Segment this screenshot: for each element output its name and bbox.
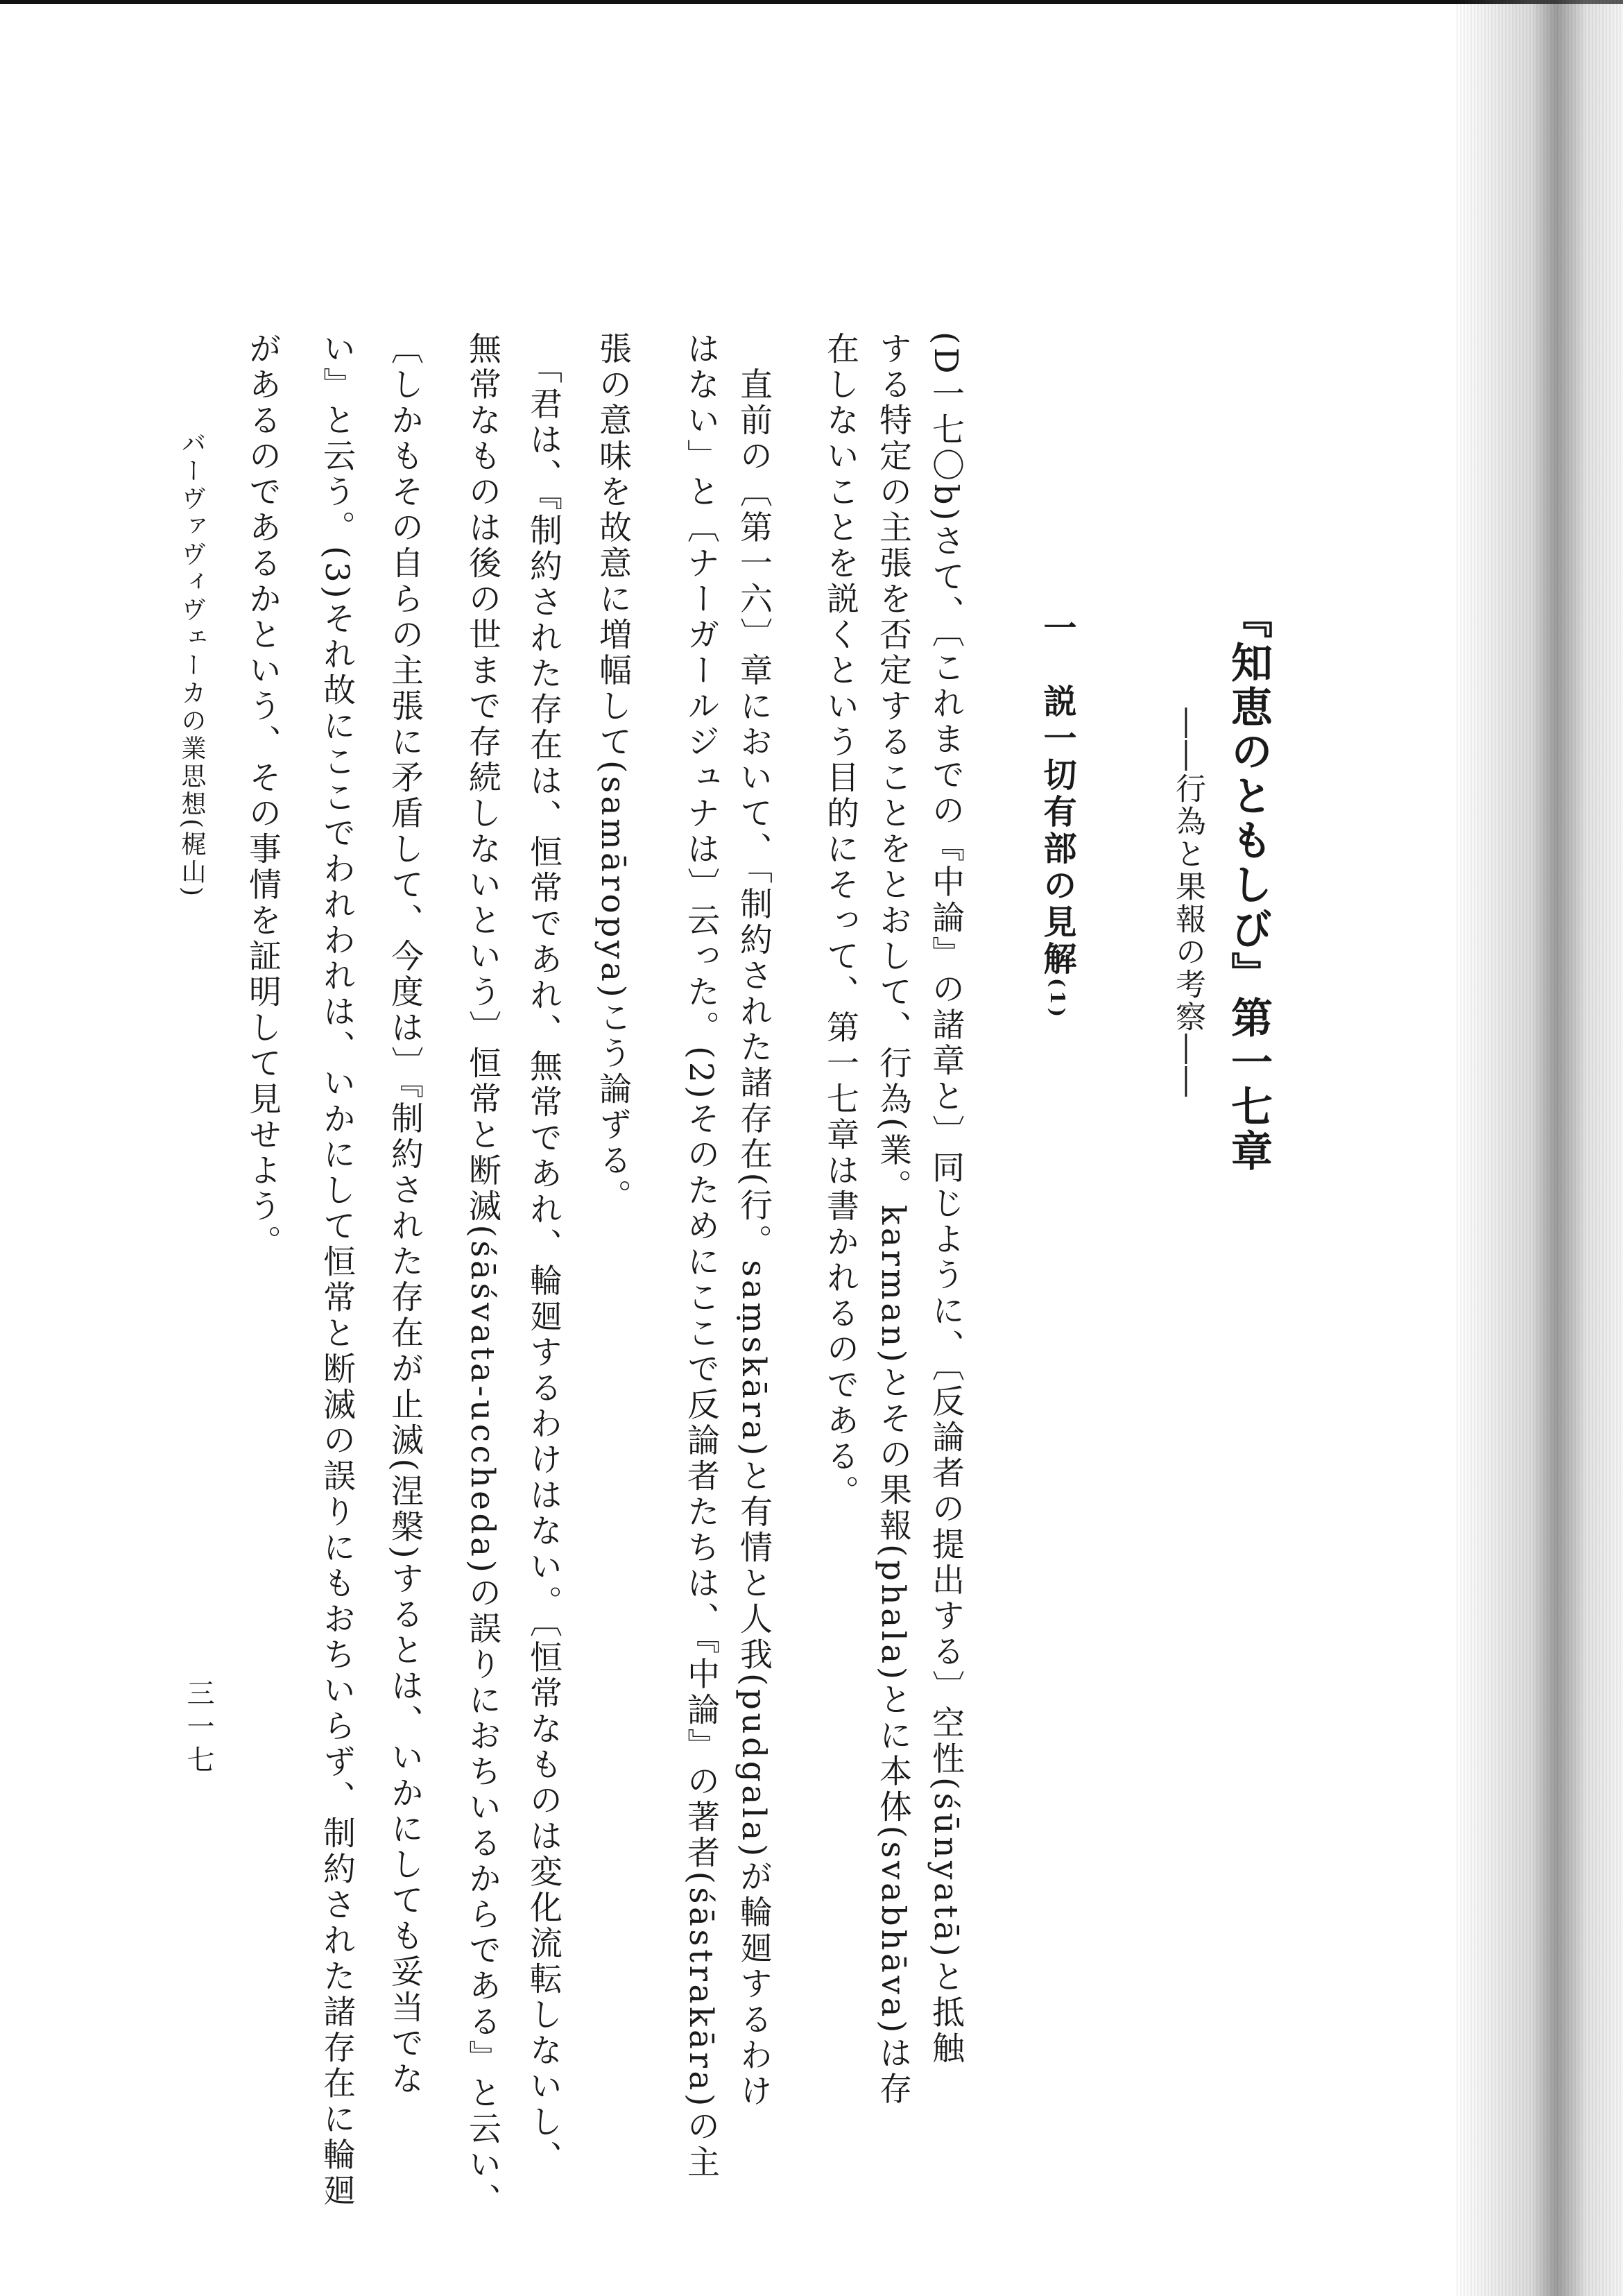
body-line: 張の意味を故意に増幅して(samāropya)こう論ずる。 [594,332,632,1215]
section-heading-text: 一 説一切有部の見解 [1038,610,1076,978]
page-number: 三一七 [182,1679,214,1779]
chapter-title: 『知恵のともしび』第一七章 [1224,597,1273,1174]
top-rule [0,0,1623,4]
body-line: する特定の主張を否定することをとおして、行為(業。karman)とその果報(phala)とに本体(svabhāva)は存 [874,332,912,2107]
scan-shadow [1457,0,1623,2296]
chapter-subtitle: ――行為と果報の考察―― [1170,708,1205,1099]
running-head: バーヴァヴィヴェーカの業思想(梶山) [178,430,206,900]
body-line: い』と云う。(3)それ故にここでわれわれは、いかにして恒常と断滅の誤りにもおちいらず、制約された諸存在に輪廻 [318,332,356,2209]
body-line: (D一七〇b)さて、〔これまでの『中論』の諸章と〕同じように、〔反論者の提出する〕空性(śūnyatā)と抵触 [927,332,965,2067]
body-line: 無常なものは後の世まで存続しないという〕恒常と断滅(śāśvata-uccheda)の誤りにおちいるからである』と云い、 [463,332,501,2219]
body-line: 在しないことを説くという目的にそって、第一七章は書かれるのである。 [821,332,859,1511]
section-footnote-mark: (1) [1046,978,1069,1020]
body-line: 直前の〔第一六〕章において、「制約された諸存在(行。saṃskāra)と有情と人我(pudgala)が輪廻するわけ [735,332,773,2110]
body-line: があるのであるかという、その事情を証明して見せよう。 [243,332,282,1260]
body-line: 〔しかもその自らの主張に矛盾して、今度は〕『制約された存在が止滅(涅槃)するとは、いかにしても妥当でな [386,332,424,2098]
body-line: はない」と〔ナーガールジュナは〕云った。(2)そのためにここで反論者たちは、『中論』の著者(śāstrakāra)の主 [682,332,720,2181]
body-line: 「君は、『制約された存在は、恒常であれ、無常であれ、輪廻するわけはない。〔恒常なものは変化流転しないし、 [524,332,563,2176]
section-heading [1040,610,1074,1020]
